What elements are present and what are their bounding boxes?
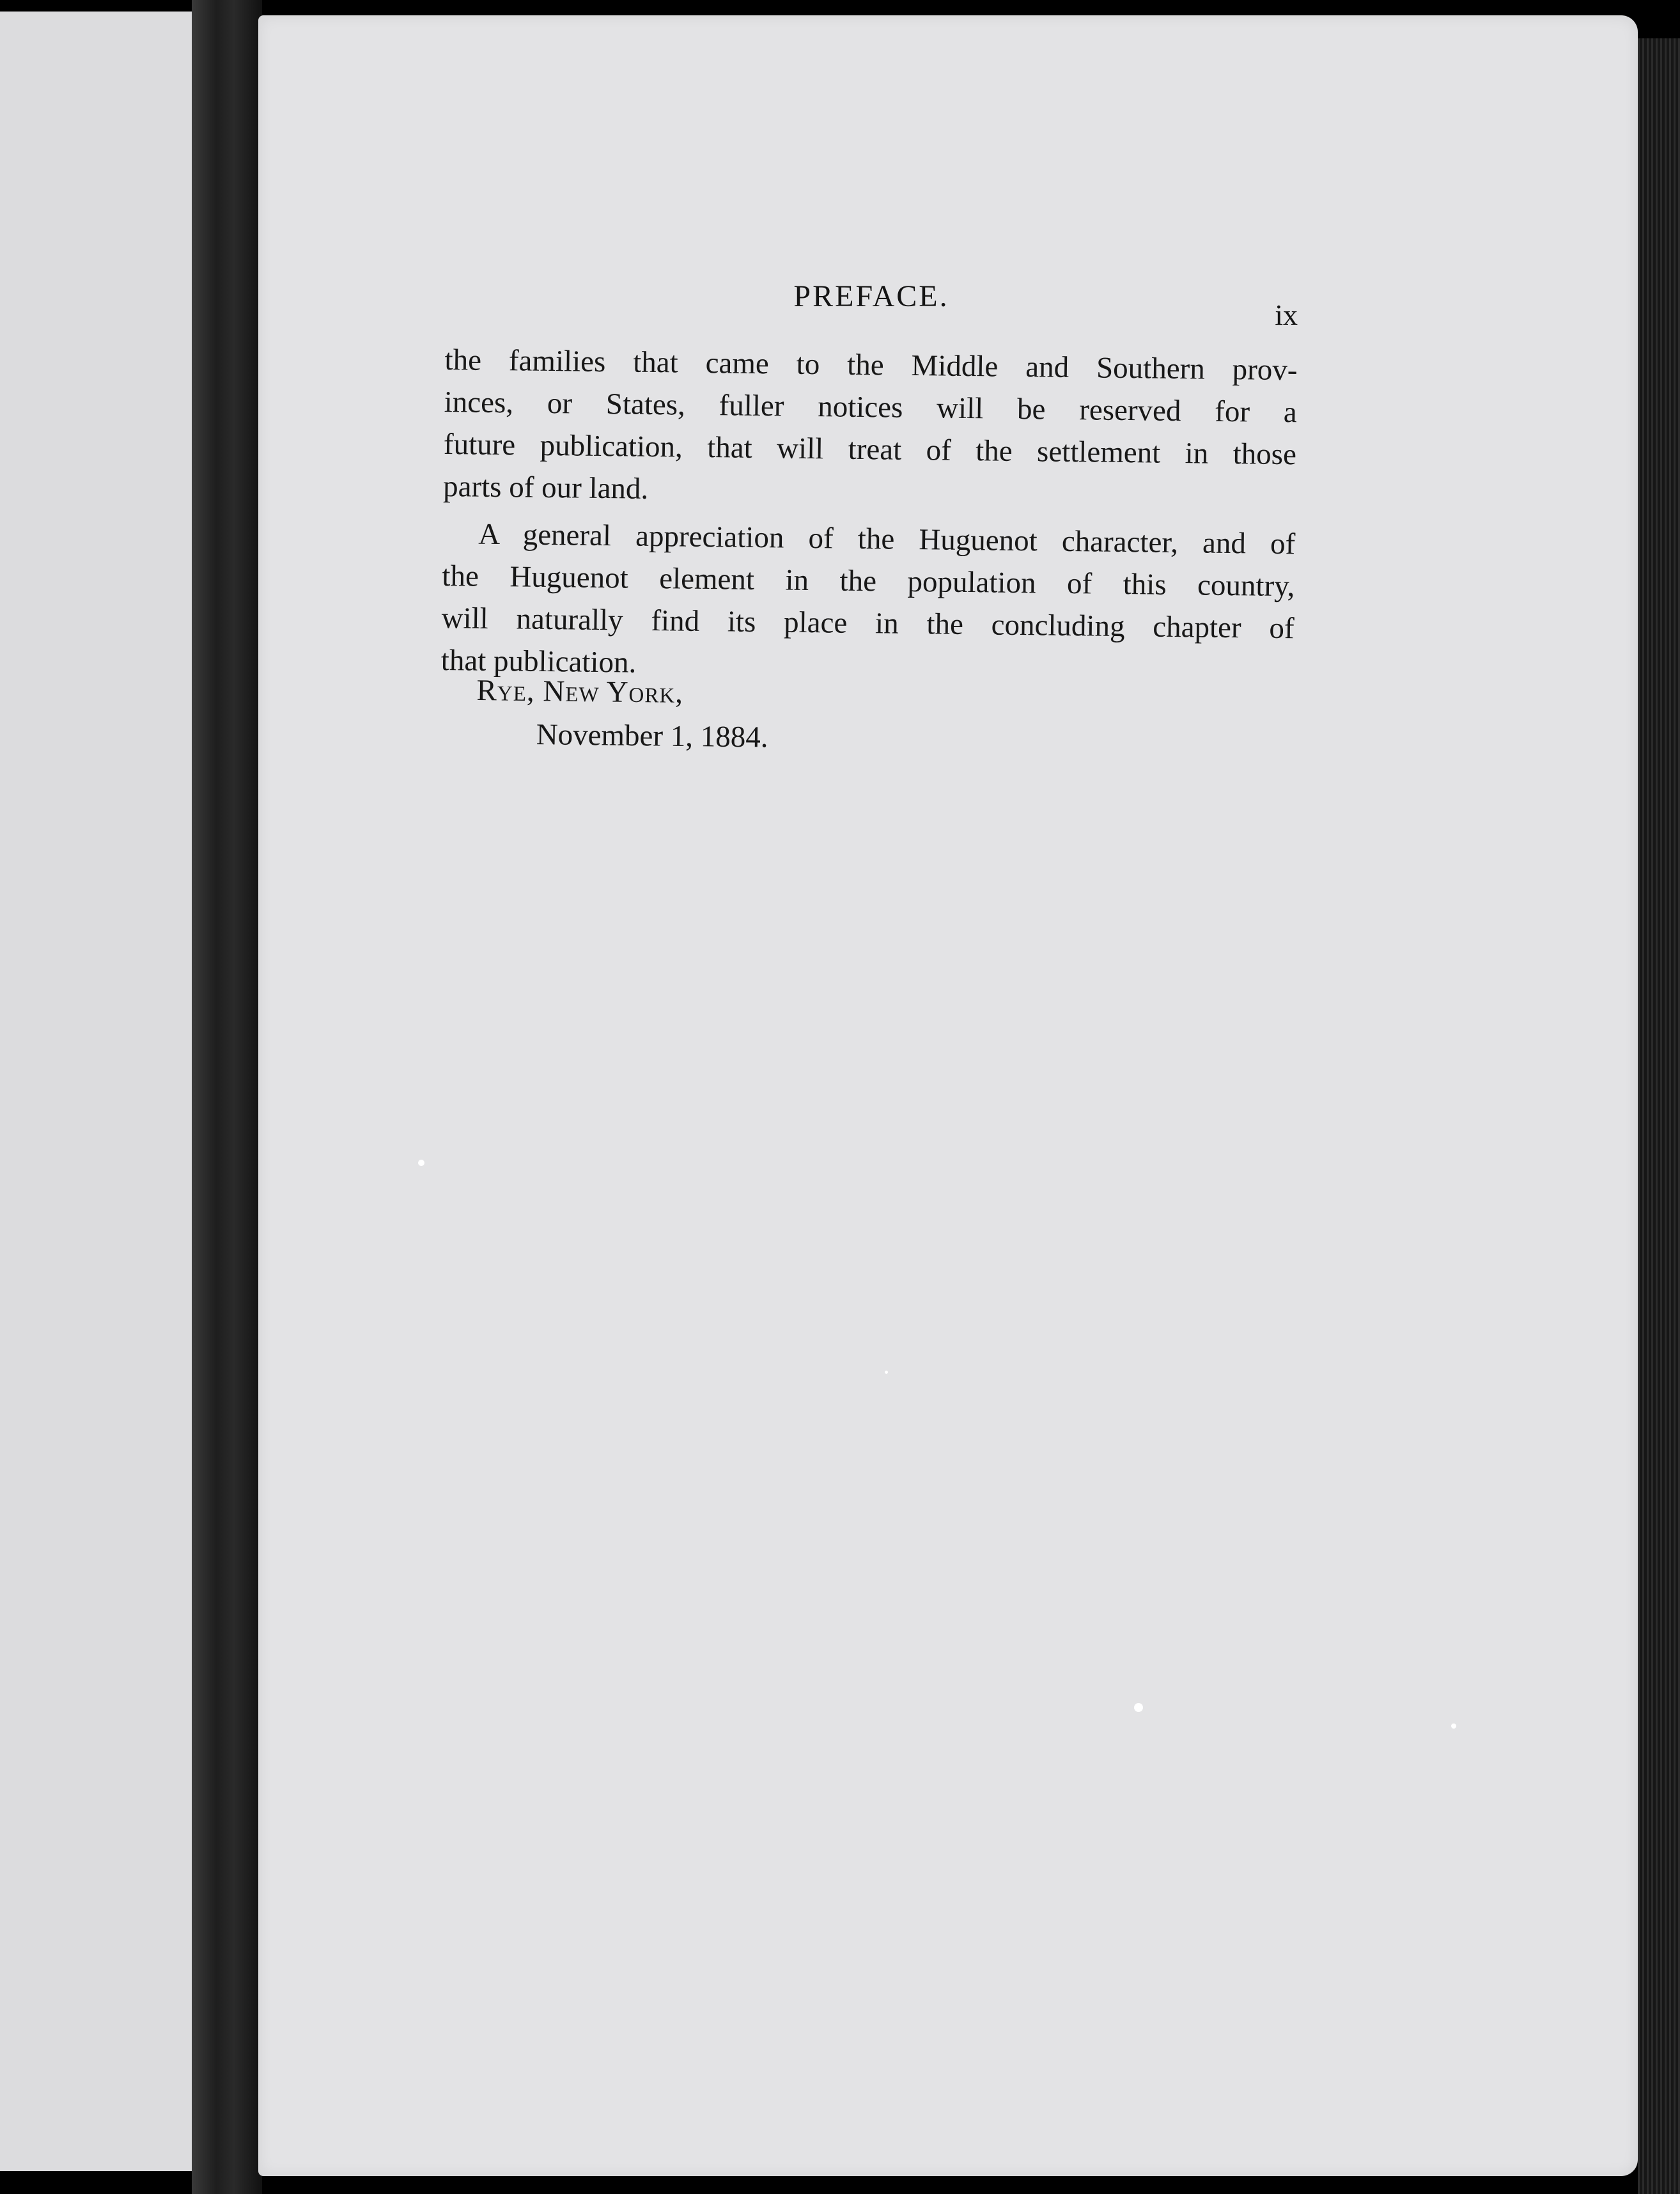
text-line: the families that came to the Middle and Southern prov-	[444, 343, 1298, 387]
text-line: that publication.	[440, 643, 637, 680]
paper-speck	[1451, 1723, 1456, 1729]
book-gutter	[192, 0, 262, 2194]
page-fore-edge	[1638, 38, 1680, 2194]
text-line: the Huguenot element in the population of this country,	[442, 559, 1295, 603]
text-line: parts of our land.	[442, 469, 649, 506]
text-line: A general appreciation of the Huguenot character, and of	[478, 517, 1296, 561]
left-page	[0, 12, 194, 2171]
paper-speck	[885, 1371, 888, 1374]
text-line: will naturally find its place in the concluding chapter of	[441, 601, 1295, 646]
body-text	[440, 339, 1298, 697]
text-line: inces, or States, fuller notices will be reserved for a	[444, 385, 1298, 430]
signature-date: November 1, 1884.	[536, 718, 768, 754]
paragraph-2	[440, 513, 1295, 692]
page-header	[445, 279, 1298, 330]
signature-dateline	[476, 669, 769, 759]
page-number: ix	[1275, 299, 1298, 331]
paper-speck	[418, 1160, 424, 1166]
paper-speck	[1134, 1703, 1143, 1712]
text-line: future publication, that will treat of the settlement in those	[443, 427, 1297, 472]
running-head: PREFACE.	[793, 279, 949, 313]
paragraph-1	[443, 339, 1298, 518]
signature-place: Rye, New York,	[476, 673, 684, 710]
